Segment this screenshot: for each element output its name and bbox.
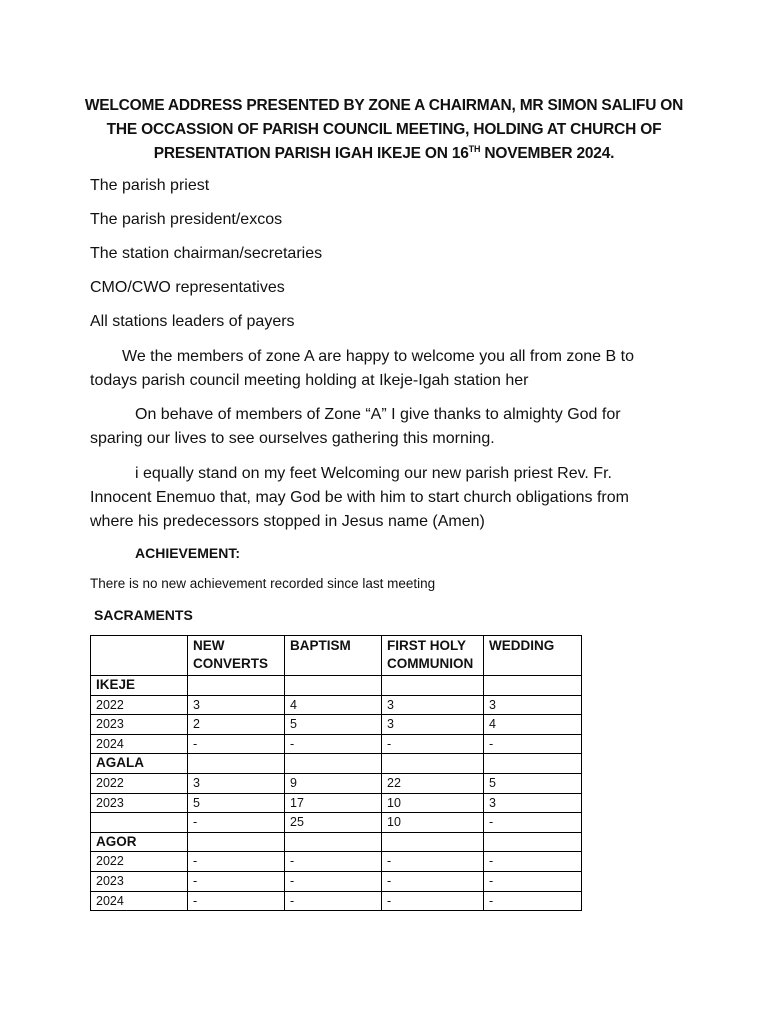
table-cell: - [484, 852, 582, 872]
station-name-cell: AGALA [91, 754, 188, 774]
table-cell: 5 [285, 715, 382, 735]
table-row [91, 871, 582, 891]
year-cell [91, 813, 188, 833]
table-cell [285, 754, 382, 774]
table-cell: 5 [484, 773, 582, 793]
year-cell: 2022 [91, 773, 188, 793]
salutation-2: The parish president/excos [90, 211, 283, 228]
table-cell [382, 832, 484, 852]
table-cell: 3 [484, 695, 582, 715]
table-cell [484, 676, 582, 696]
year-cell: 2022 [91, 852, 188, 872]
table-row [91, 715, 582, 735]
table-cell: - [188, 891, 285, 911]
title-line-3-text: PRESENTATION PARISH IGAH IKEJE ON 16 [153, 145, 469, 162]
salutation-5: All stations leaders of payers [90, 313, 295, 330]
table-cell: 4 [285, 695, 382, 715]
table-cell: - [382, 891, 484, 911]
year-cell: 2023 [91, 715, 188, 735]
table-cell [484, 832, 582, 852]
table-cell: 3 [382, 695, 484, 715]
table-cell: - [285, 852, 382, 872]
table-cell: 4 [484, 715, 582, 735]
table-cell: - [484, 734, 582, 754]
table-row [91, 793, 582, 813]
year-cell: 2024 [91, 891, 188, 911]
table-cell [188, 676, 285, 696]
table-cell: 10 [382, 793, 484, 813]
sacraments-heading: SACRAMENTS [94, 607, 193, 623]
column-header-wedding: WEDDING [484, 636, 582, 676]
table-cell [285, 832, 382, 852]
table-cell [382, 676, 484, 696]
table-cell: - [382, 852, 484, 872]
table-cell: - [285, 871, 382, 891]
table-cell [285, 676, 382, 696]
table-group-row [91, 754, 582, 774]
table-cell [382, 754, 484, 774]
achievement-heading: ACHIEVEMENT: [135, 545, 241, 561]
table-row [91, 891, 582, 911]
table-cell: - [484, 871, 582, 891]
table-cell: 9 [285, 773, 382, 793]
table-cell: 17 [285, 793, 382, 813]
sacraments-table-body [91, 676, 582, 911]
table-row [91, 695, 582, 715]
table-cell: - [188, 871, 285, 891]
table-row [91, 773, 582, 793]
column-header [91, 636, 188, 676]
year-cell: 2024 [91, 734, 188, 754]
title-line-3-end: NOVEMBER 2024. [480, 145, 615, 162]
table-cell: 3 [188, 773, 285, 793]
achievement-text: There is no new achievement recorded since last meeting [90, 576, 436, 591]
paragraph-new-priest: i equally stand on my feet Welcoming our new parish priest Rev. Fr. Innocent Enemuo that, may God be with him to start church obligations from where his predecessors stopped in Jesus name (Amen) [90, 465, 629, 530]
table-cell: 22 [382, 773, 484, 793]
station-name-cell: IKEJE [91, 676, 188, 696]
table-cell [188, 832, 285, 852]
sacraments-table [90, 635, 582, 911]
table-cell: - [188, 734, 285, 754]
table-cell: 3 [382, 715, 484, 735]
table-cell: - [285, 734, 382, 754]
table-cell: - [188, 813, 285, 833]
table-group-row [91, 832, 582, 852]
table-header-row [91, 636, 582, 676]
paragraph-welcome: We the members of zone A are happy to welcome you all from zone B to todays parish council meeting holding at Ikeje-Igah station her [90, 348, 634, 389]
table-cell: 3 [188, 695, 285, 715]
column-header-new-converts: NEW CONVERTS [188, 636, 285, 676]
table-cell: 3 [484, 793, 582, 813]
table-cell: 2 [188, 715, 285, 735]
title-line-2: THE OCCASSION OF PARISH COUNCIL MEETING, HOLDING AT CHURCH OF [106, 121, 662, 138]
document-title [60, 94, 708, 166]
column-header-first-holy-communion: FIRST HOLY COMMUNION [382, 636, 484, 676]
salutation-3: The station chairman/secretaries [90, 245, 323, 262]
table-cell [484, 754, 582, 774]
table-cell: 25 [285, 813, 382, 833]
table-row [91, 813, 582, 833]
salutation-1: The parish priest [90, 177, 210, 194]
table-cell: - [285, 891, 382, 911]
table-cell: - [484, 891, 582, 911]
salutation-4: CMO/CWO representatives [90, 279, 285, 296]
paragraph-thanks: On behave of members of Zone “A” I give thanks to almighty God for sparing our lives to see ourselves gathering this morning. [90, 406, 621, 447]
table-cell: - [382, 734, 484, 754]
table-row [91, 734, 582, 754]
year-cell: 2023 [91, 793, 188, 813]
title-ordinal-suffix: TH [468, 144, 481, 154]
table-cell: - [382, 871, 484, 891]
table-cell: 10 [382, 813, 484, 833]
table-cell: - [188, 852, 285, 872]
table-cell: 5 [188, 793, 285, 813]
table-row [91, 852, 582, 872]
year-cell: 2022 [91, 695, 188, 715]
column-header-baptism: BAPTISM [285, 636, 382, 676]
table-cell: - [484, 813, 582, 833]
title-line-1: WELCOME ADDRESS PRESENTED BY ZONE A CHAIRMAN, MR SIMON SALIFU ON [84, 97, 684, 114]
station-name-cell: AGOR [91, 832, 188, 852]
table-group-row [91, 676, 582, 696]
year-cell: 2023 [91, 871, 188, 891]
title-line-3 [60, 142, 708, 166]
table-cell [188, 754, 285, 774]
